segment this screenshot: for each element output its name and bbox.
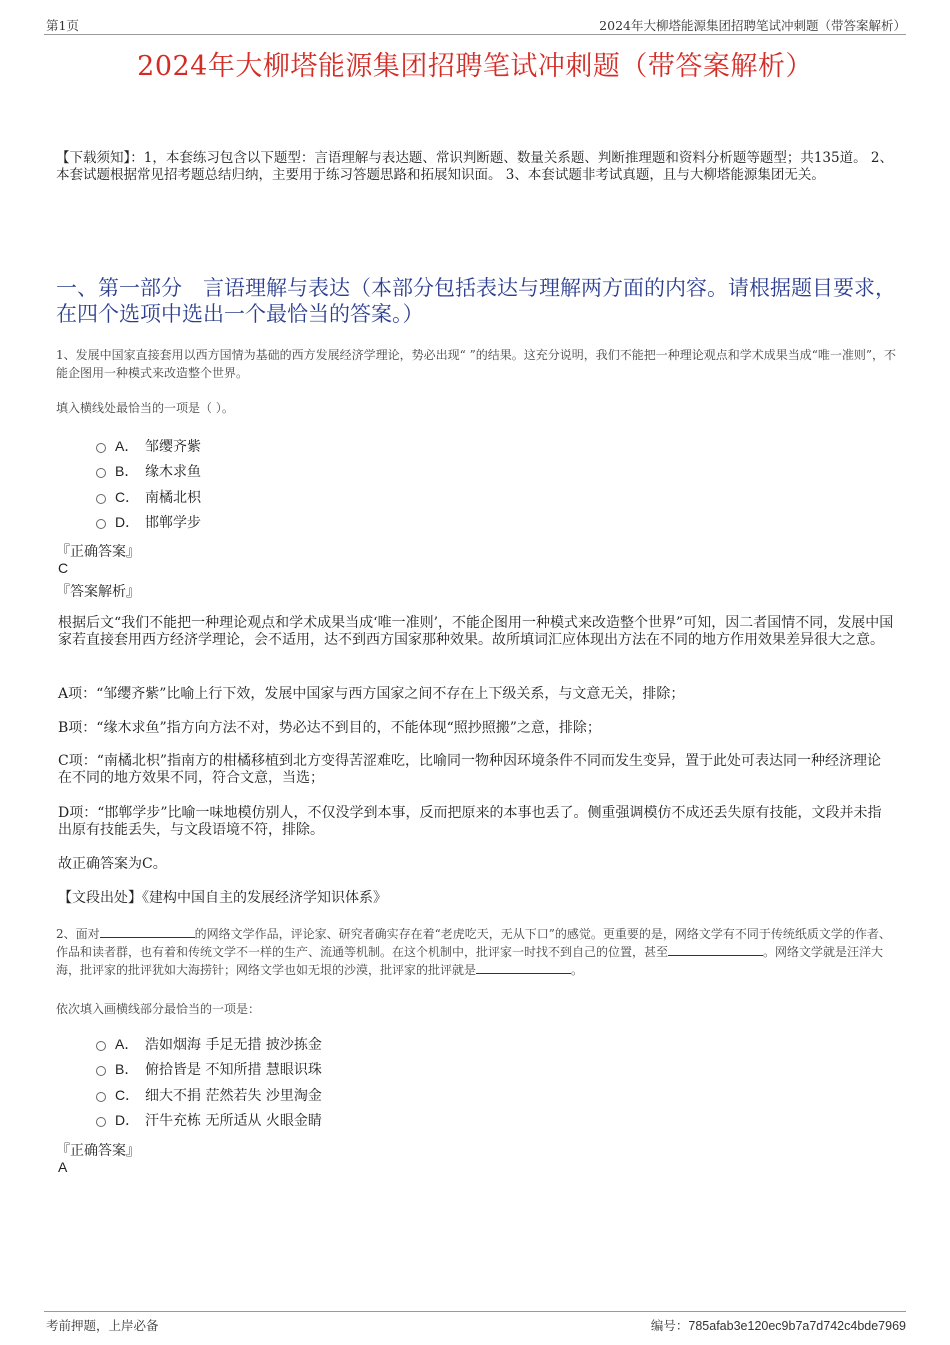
- radio-icon[interactable]: [96, 519, 106, 529]
- passage-source: 【文段出处】《建构中国自主的发展经济学知识体系》: [58, 890, 387, 906]
- analysis-option-c: C项：“南橘北枳”指南方的柑橘移植到北方变得苦涩难吃，比喻同一物种因环境条件不同而发生变异，置于此处可表达同一种经济理论在不同的地方效果不同，符合文意，当选；: [58, 753, 882, 786]
- option-a[interactable]: A． 邹缨齐紫: [96, 433, 201, 459]
- analysis-label: 『答案解析』: [56, 584, 140, 600]
- answer-value: C: [58, 560, 69, 576]
- radio-icon[interactable]: [96, 494, 106, 504]
- option-c[interactable]: C． 南橘北枳: [96, 484, 201, 510]
- download-notice: 【下载须知】：1，本套练习包含以下题型：言语理解与表达题、常识判断题、数量关系题、判断推理题和资料分析题等题型；共135道。 2、本套试题根据常见招考题总结归纳，主要用于练习答题思路和拓展知识面。 3、本套试题非考试真题，且与大柳塔能源集团无关。: [56, 150, 893, 183]
- radio-icon[interactable]: [96, 1092, 106, 1102]
- document-id: 编号：785afab3e120ec9b7a7d742c4bde7969: [650, 1319, 906, 1333]
- question-1-prompt: 填入横线处最恰当的一项是（ ）。: [56, 401, 234, 415]
- analysis-option-d: D项：“邯郸学步”比喻一味地模仿别人，不仅没学到本事，反而把原来的本事也丢了。侧重强调模仿不成还丢失原有技能，文段并未指出原有技能丢失，与文段语境不符，排除。: [58, 805, 882, 838]
- option-d[interactable]: D． 汗牛充栋 无所适从 火眼金睛: [96, 1108, 322, 1134]
- document-title: 2024年大柳塔能源集团招聘笔试冲刺题（带答案解析）: [137, 51, 813, 82]
- fill-blank: [100, 926, 195, 938]
- question-2-options: [96, 1031, 322, 1133]
- analysis-conclusion: 故正确答案为C。: [58, 856, 167, 872]
- analysis-option-a: A项：“邹缨齐紫”比喻上行下效，发展中国家与西方国家之间不存在上下级关系，与文意无关，排除；: [58, 686, 685, 702]
- question-1-stem: 1、发展中国家直接套用以西方国情为基础的西方发展经济学理论，势必出现“ ”的结果。这充分说明，我们不能把一种理论观点和学术成果当成“唯一准则”，不能企图用一种模式来改造整个世界。: [56, 348, 896, 380]
- radio-icon[interactable]: [96, 1066, 106, 1076]
- footer-divider: [44, 1311, 906, 1312]
- answer-value: A: [58, 1159, 68, 1175]
- radio-icon[interactable]: [96, 1041, 106, 1051]
- running-header: 2024年大柳塔能源集团招聘笔试冲刺题（带答案解析）: [599, 18, 906, 33]
- option-c[interactable]: C． 细大不捐 茫然若失 沙里淘金: [96, 1082, 322, 1108]
- radio-icon[interactable]: [96, 1117, 106, 1127]
- radio-icon[interactable]: [96, 443, 106, 453]
- option-b[interactable]: B． 缘木求鱼: [96, 459, 201, 485]
- analysis-option-b: B项：“缘木求鱼”指方向方法不对，势必达不到目的，不能体现“照抄照搬”之意，排除；: [58, 720, 601, 736]
- answer-label: 『正确答案』: [56, 544, 140, 560]
- answer-label: 『正确答案』: [56, 1143, 140, 1159]
- fill-blank: [668, 944, 763, 956]
- option-a[interactable]: A． 浩如烟海 手足无措 披沙拣金: [96, 1031, 322, 1057]
- question-1-options: [96, 433, 201, 535]
- page-number: 第1页: [46, 18, 79, 33]
- option-d[interactable]: D． 邯郸学步: [96, 510, 201, 536]
- option-b[interactable]: B． 俯拾皆是 不知所措 慧眼识珠: [96, 1057, 322, 1083]
- fill-blank: [476, 962, 571, 974]
- question-2-stem: 2、面对 的网络文学作品，评论家、研究者确实存在着“老虎吃天，无从下口”的感觉。更重要的是，网络文学有不同于传统纸质文学的作者、作品和读者群，也有着和传统文学不一样的生产、流通等机制。在这个机制中，批评家一时找不到自己的位置，甚至 。网络文学就是汪洋大海，批评家的批评犹如大海捞针；网络文学也如无垠的沙漠，批评家的批评就是 。: [56, 927, 891, 977]
- footer-slogan: 考前押题，上岸必备: [46, 1318, 159, 1333]
- radio-icon[interactable]: [96, 468, 106, 478]
- section-heading: 一、第一部分 言语理解与表达（本部分包括表达与理解两方面的内容。请根据题目要求，在四个选项中选出一个最恰当的答案。）: [56, 276, 896, 326]
- analysis-paragraph: 根据后文“我们不能把一种理论观点和学术成果当成‘唯一准则’，不能企图用一种模式来改造整个世界”可知，因二者国情不同，发展中国家若直接套用西方经济学理论，会不适用，达不到西方国家那种效果。故所填词汇应体现出方法在不同的地方作用效果差异很大之意。: [58, 615, 894, 648]
- header-divider: [44, 34, 906, 35]
- question-2-prompt: 依次填入画横线部分最恰当的一项是：: [56, 1002, 261, 1016]
